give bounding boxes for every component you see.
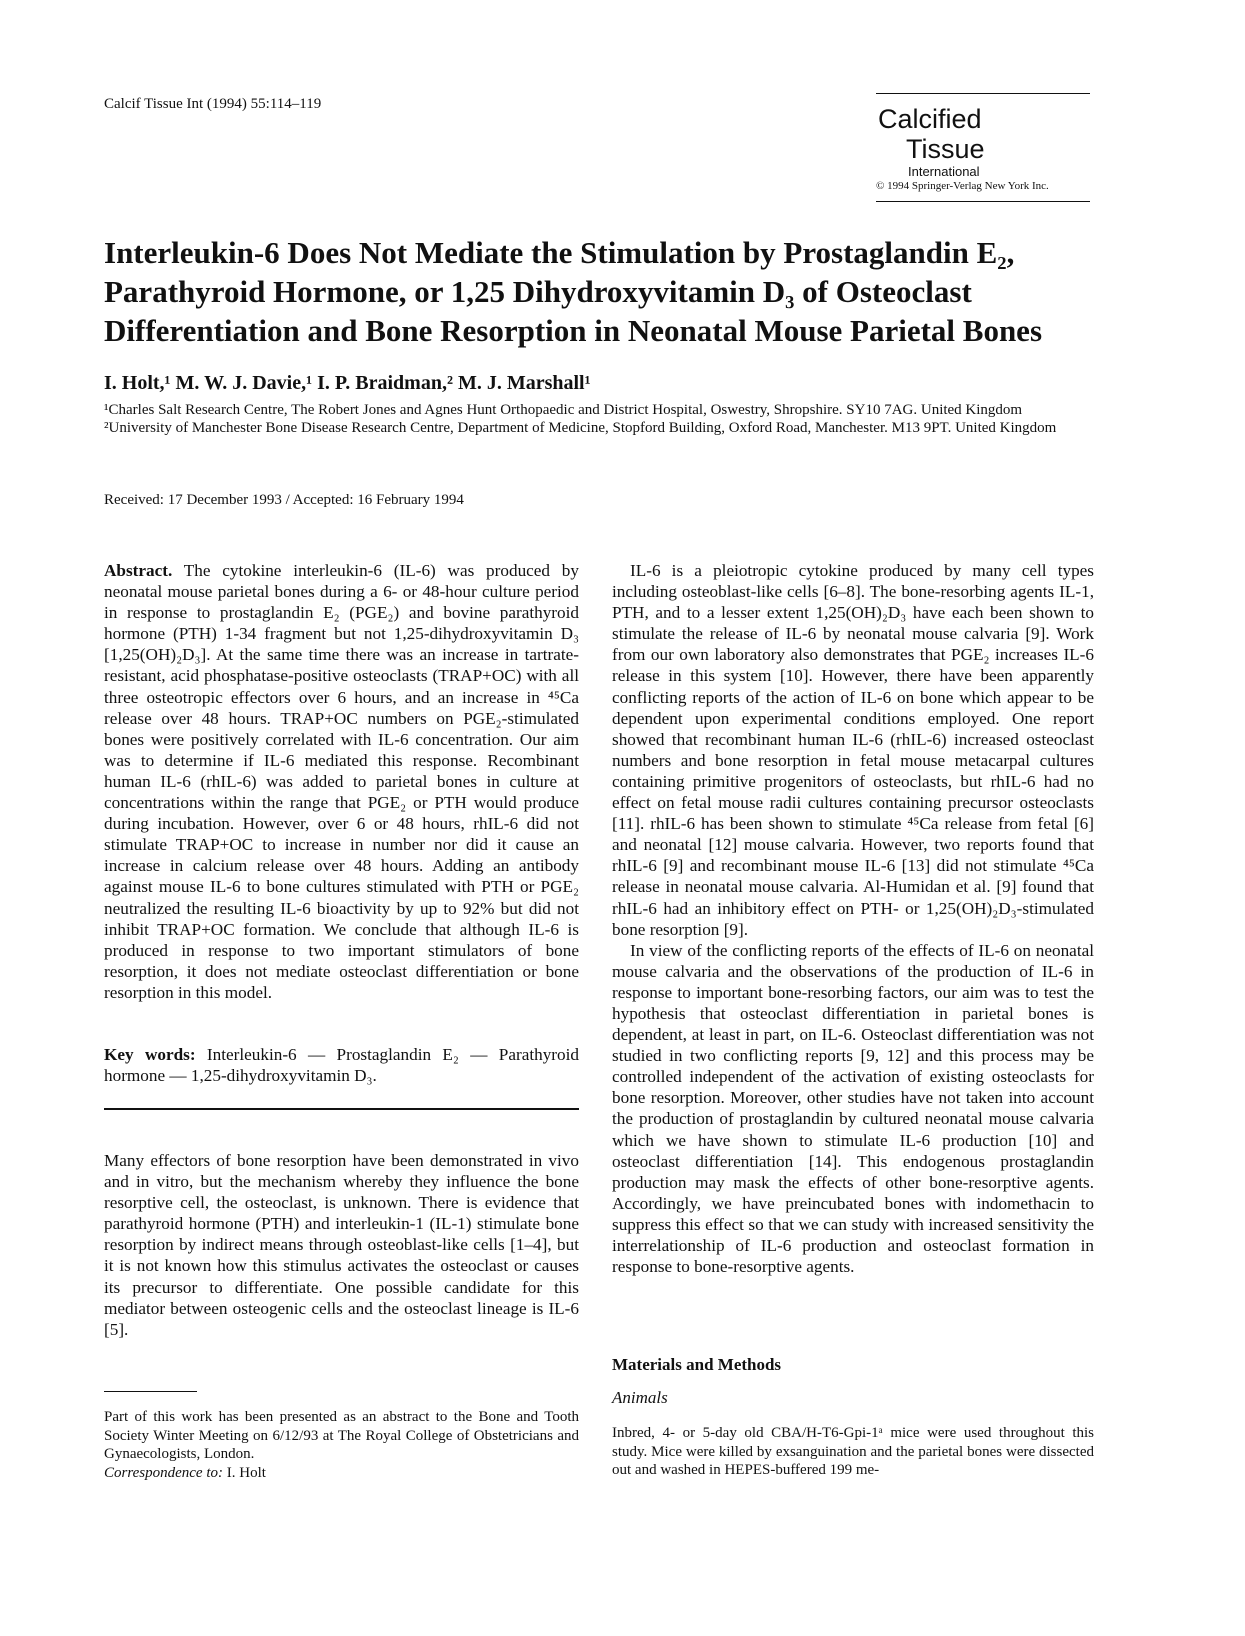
animals-text: Inbred, 4- or 5-day old CBA/H-T6-Gpi-1ᵃ mice were used throughout this study. Mice were killed by exsanguination and the parietal bones were dissected out and washed in HEPES-buffered 199 me-: [612, 1425, 1094, 1478]
animals-heading: Animals: [612, 1388, 668, 1407]
title-line: Parathyroid Hormone, or 1,25 Dihydroxyvitamin D₃ of Osteoclast: [104, 274, 972, 309]
affiliations: [104, 401, 1089, 437]
right-column: [612, 560, 1094, 1277]
affiliation-1: ¹Charles Salt Research Centre, The Robert Jones and Agnes Hunt Orthopaedic and District Hospital, Oswestry, Shropshire. SY10 7AG. United Kingdom: [104, 402, 1023, 418]
copyright-notice: © 1994 Springer-Verlag New York Inc.: [876, 180, 1049, 192]
journal-reference: Calcif Tissue Int (1994) 55:114–119: [104, 96, 322, 112]
masthead-calcified: Calcified: [878, 104, 982, 134]
author-list: I. Holt,¹ M. W. J. Davie,¹ I. P. Braidman,² M. J. Marshall¹: [104, 372, 591, 394]
footnote-text: Part of this work has been presented as an abstract to the Bone and Tooth Society Winter Meeting on 6/12/93 at The Royal College of Obstetricians and Gynaecologists, London.: [104, 1409, 579, 1462]
article-title: [104, 233, 1104, 350]
masthead-international: International: [908, 164, 980, 179]
footnote: [104, 1408, 579, 1482]
abstract-label: Abstract.: [104, 561, 173, 580]
affiliation-2: ²University of Manchester Bone Disease Research Centre, Department of Medicine, Stopford Building, Oxford Road, Manchester. M13 9PT. United Kingdom: [104, 420, 1057, 436]
keywords-label: Key words:: [104, 1045, 196, 1064]
masthead-tissue: Tissue: [906, 134, 985, 164]
title-line: Interleukin-6 Does Not Mediate the Stimulation by Prostaglandin E₂,: [104, 235, 1015, 270]
intro-paragraph-2: In view of the conflicting reports of the effects of IL-6 on neonatal mouse calvaria and the observations of the production of IL-6 in response to important bone-resorbing factors, our aim was to test the hypothesis that osteoclast differentiation in parietal bones is dependent, at least in part, on IL-6. Osteoclast differentiation was not studied in two conflicting reports [9, 12] and this process may be controlled independent of the activation of existing osteoclasts for bone resorption. Moreover, other studies have not taken into account the production of prostaglandin by cultured neonatal mouse calvaria which we have shown to stimulate IL-6 production [10] and osteoclast differentiation [14]. This endogenous prostaglandin production may mask the effects of other bone-resorptive agents. Accordingly, we have preincubated bones with indomethacin to suppress this effect so that we can study with increased sensitivity the interrelationship of IL-6 production and osteoclast formation in response to bone-resorptive agents.: [612, 940, 1094, 1277]
correspondence: [104, 1464, 579, 1483]
keywords-block: [104, 1044, 579, 1086]
correspondence-name: I. Holt: [226, 1464, 266, 1481]
keywords-text: Interleukin-6 — Prostaglandin E₂ — Parathyroid hormone — 1,25-dihydroxyvitamin D₃.: [104, 1045, 579, 1086]
footnote-divider: [104, 1391, 197, 1392]
abstract-text: The cytokine interleukin-6 (IL-6) was produced by neonatal mouse parietal bones during a 6- or 48-hour culture period in response to prostaglandin E₂ (PGE₂) and bovine parathyroid hormone (PTH) 1-34 fragment but not 1,25-dihydroxyvitamin D₃ [1,25(OH)₂D₃]. At the same time there was an increase in tartrate-resistant, acid phosphatase-positive osteoclasts (TRAP+OC) with all three osteotropic effectors over 6 hours, and an increase in ⁴⁵Ca release over 48 hours. TRAP+OC numbers on PGE₂-stimulated bones were positively correlated with IL-6 concentration. Our aim was to determine if IL-6 mediated this response. Recombinant human IL-6 (rhIL-6) was added to parietal bones in culture at concentrations within the range that PGE₂ or PTH would produce during incubation. However, over 6 or 48 hours, rhIL-6 did not stimulate TRAP+OC to increase in number nor did it cause an increase in calcium release over 48 hours. Adding an antibody against mouse IL-6 to bone cultures stimulated with PTH or PGE₂ neutralized the resulting IL-6 bioactivity by up to 92% but did not inhibit TRAP+OC formation. We conclude that although IL-6 is produced in response to two important stimulators of bone resorption, it does not mediate osteoclast differentiation or bone resorption in this model.: [104, 561, 579, 1002]
journal-masthead: [876, 93, 1090, 202]
intro-text: Many effectors of bone resorption have been demonstrated in vivo and in vitro, but the mechanism whereby they influence the bone resorptive cell, the osteoclast, is unknown. There is evidence that parathyroid hormone (PTH) and interleukin-1 (IL-1) stimulate bone resorption by indirect means through osteoblast-like cells [1–4], but it is not known how this stimulus activates the osteoclast or causes its precursor to differentiate. One possible candidate for this mediator between osteogenic cells and the osteoclast lineage is IL-6 [5].: [104, 1151, 579, 1339]
title-line: Differentiation and Bone Resorption in Neonatal Mouse Parietal Bones: [104, 313, 1043, 348]
correspondence-label: Correspondence to:: [104, 1464, 224, 1481]
intro-paragraph-1: IL-6 is a pleiotropic cytokine produced by many cell types including osteoblast-like cells [6–8]. The bone-resorbing agents IL-1, PTH, and to a lesser extent 1,25(OH)₂D₃ have each been shown to stimulate the release of IL-6 by neonatal mouse calvaria [9]. Work from our own laboratory also demonstrates that PGE₂ increases IL-6 release in this system [10]. However, there have been apparently conflicting reports of the action of IL-6 on bone which appear to be dependent upon experimental conditions employed. One report showed that recombinant human IL-6 (rhIL-6) increased osteoclast numbers and bone resorption in fetal mouse metacarpal cultures containing primitive progenitors of osteoclasts, but rhIL-6 had no effect on fetal mouse radii cultures containing precursor osteoclasts [11]. rhIL-6 has been shown to stimulate ⁴⁵Ca release from fetal [6] and neonatal [12] mouse calvaria. However, two reports found that rhIL-6 [9] and recombinant mouse IL-6 [13] did not stimulate ⁴⁵Ca release in neonatal mouse calvaria. Al-Humidan et al. [9] found that rhIL-6 had an inhibitory effect on PTH- or 1,25(OH)₂D₃-stimulated bone resorption [9].: [612, 561, 1094, 939]
received-dates: Received: 17 December 1993 / Accepted: 16 February 1994: [104, 492, 464, 508]
abstract-block: [104, 560, 579, 1003]
methods-heading: Materials and Methods: [612, 1355, 782, 1374]
section-divider: [104, 1108, 579, 1110]
intro-paragraph: [104, 1150, 579, 1340]
